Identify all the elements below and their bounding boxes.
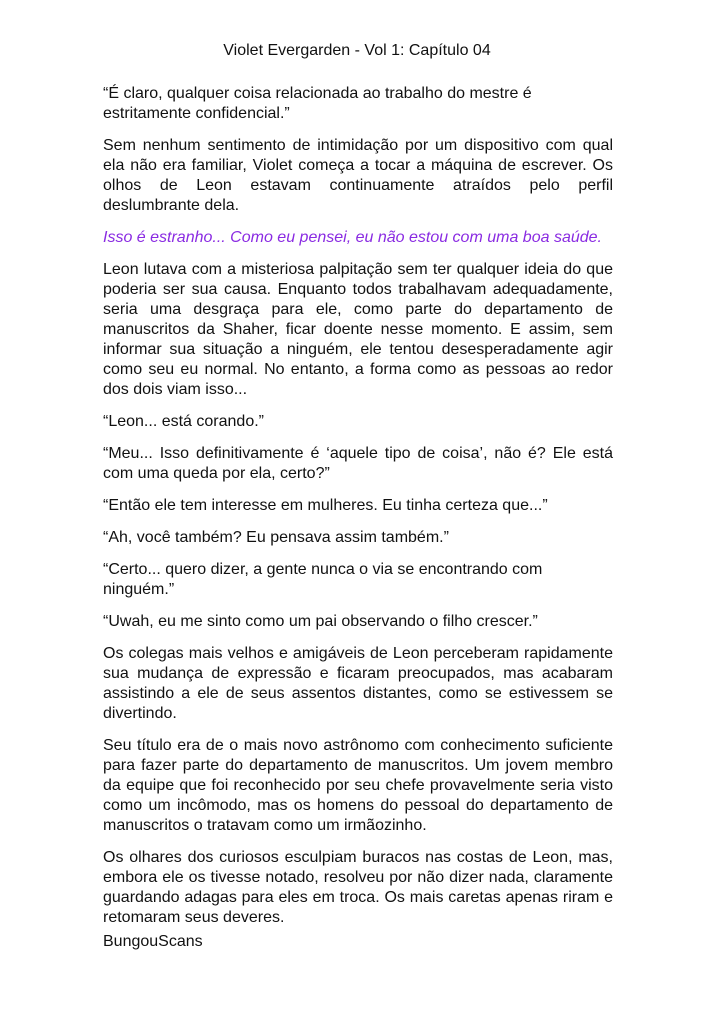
chapter-body bbox=[103, 84, 613, 940]
paragraph-dialogue: “Uwah, eu me sinto como um pai observando o filho crescer.” bbox=[103, 613, 538, 630]
paragraph-dialogue: “Então ele tem interesse em mulheres. Eu tinha certeza que...” bbox=[103, 497, 548, 514]
paragraph-dialogue: “Ah, você também? Eu pensava assim também.” bbox=[103, 529, 449, 546]
paragraph-narration: Os olhares dos curiosos esculpiam buracos nas costas de Leon, mas, embora ele os tivesse notado, resolveu por não dizer nada, claramente guardando adagas para eles em troca. Os mais caretas apenas riram e retomaram seus deveres. bbox=[103, 849, 613, 926]
paragraph-dialogue: “Certo... quero dizer, a gente nunca o via se encontrando com ninguém.” bbox=[103, 561, 543, 598]
paragraph-dialogue: “Meu... Isso definitivamente é ‘aquele tipo de coisa’, não é? Ele está com uma queda por ela, certo?” bbox=[103, 445, 613, 482]
paragraph-dialogue: “É claro, qualquer coisa relacionada ao trabalho do mestre é estritamente confidencial.” bbox=[103, 85, 532, 122]
scanlation-credit: BungouScans bbox=[103, 933, 203, 950]
paragraph-dialogue: “Leon... está corando.” bbox=[103, 413, 264, 430]
paragraph-narration: Os colegas mais velhos e amigáveis de Leon perceberam rapidamente sua mudança de expressão e ficaram preocupados, mas acabaram assistindo a ele de seus assentos distantes, como se estivessem se divertindo. bbox=[103, 645, 613, 722]
paragraph-narration: Seu título era de o mais novo astrônomo com conhecimento suficiente para fazer parte do departamento de manuscritos. Um jovem membro da equipe que foi reconhecido por seu chefe provavelmente seria visto como um incômodo, mas os homens do pessoal do departamento de manuscritos o tratavam como um irmãozinho. bbox=[103, 737, 613, 834]
page-header: Violet Evergarden - Vol 1: Capítulo 04 bbox=[223, 42, 491, 59]
paragraph-narration: Sem nenhum sentimento de intimidação por um dispositivo com qual ela não era familiar, Violet começa a tocar a máquina de escrever. Os olhos de Leon estavam continuamente atraídos pelo perfil deslumbrante dela. bbox=[103, 137, 613, 214]
paragraph-narration: Leon lutava com a misteriosa palpitação sem ter qualquer ideia do que poderia ser sua causa. Enquanto todos trabalhavam adequadamente, seria uma desgraça para ele, como parte do departamento de manuscritos da Shaher, ficar doente nesse momento. E assim, sem informar sua situação a ninguém, ele tentou desesperadamente agir como seu eu normal. No entanto, a forma como as pessoas ao redor dos dois viam isso... bbox=[103, 261, 613, 398]
paragraph-inner-thought: Isso é estranho... Como eu pensei, eu não estou com uma boa saúde. bbox=[103, 229, 602, 246]
